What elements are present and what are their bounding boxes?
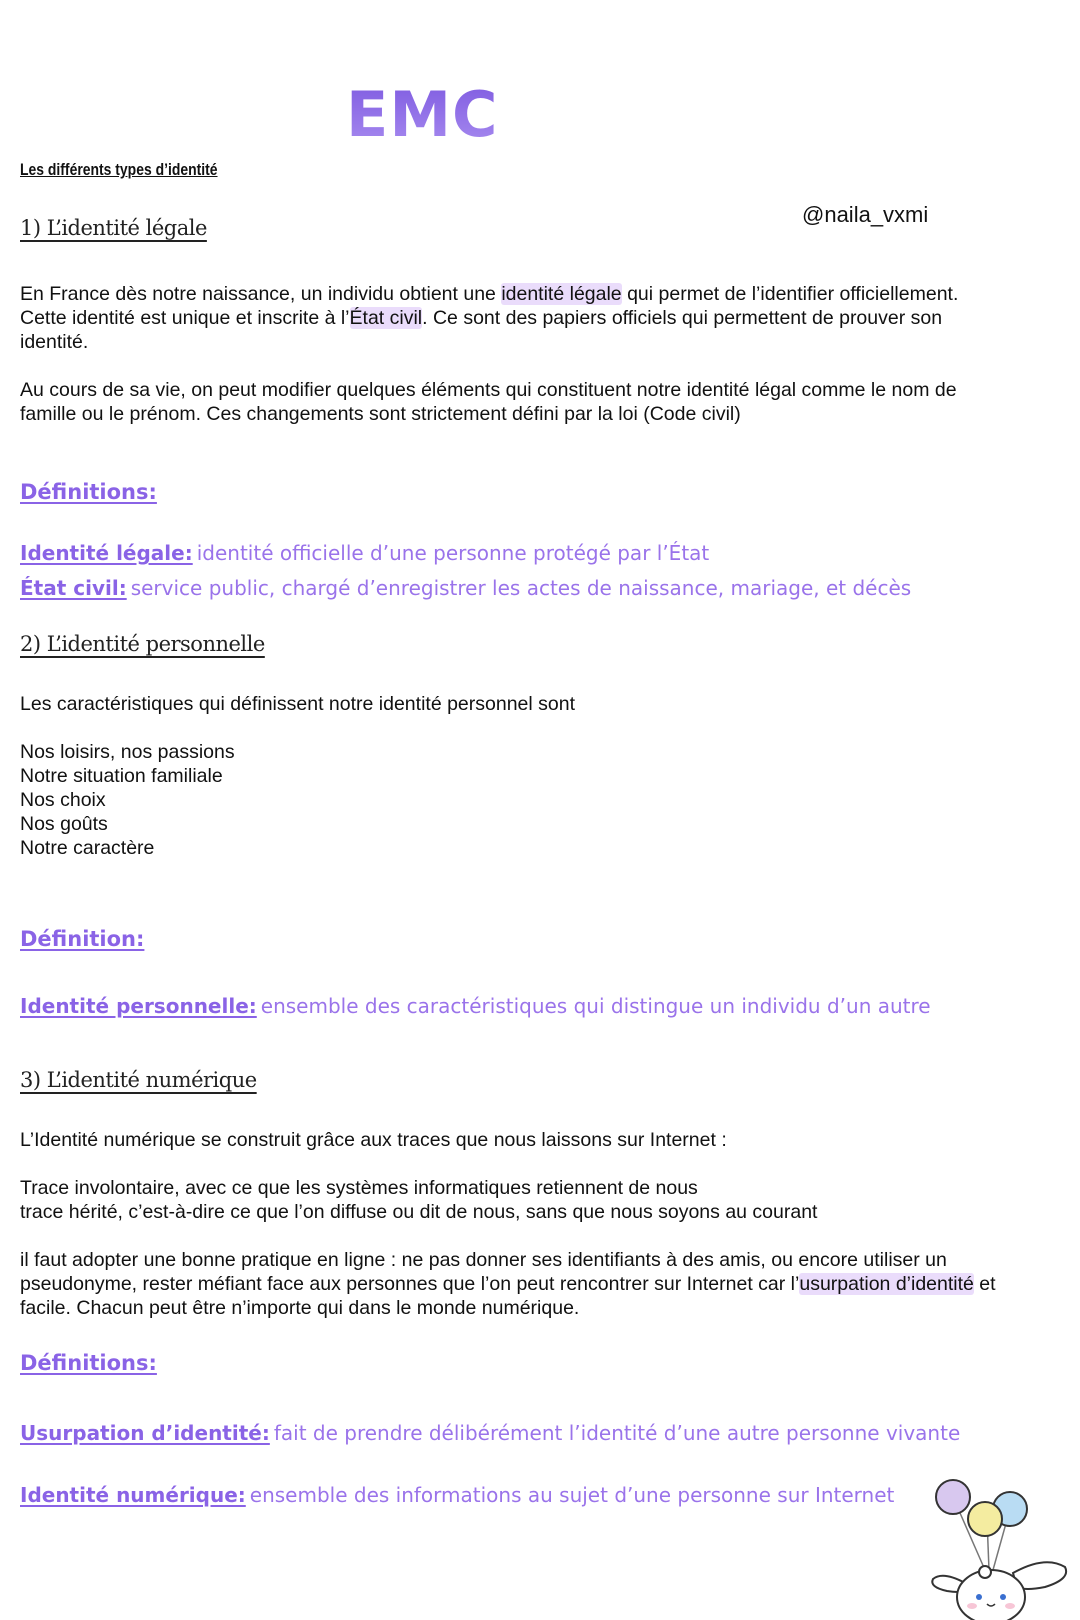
list-item: Nos loisirs, nos passions [20, 741, 235, 763]
paragraph-legal-intro: En France dès notre naissance, un individu obtient une identité légale qui permet de l’identifier officiellement. Cette identité est unique et inscrite à l’État civil. Ce sont des papiers officiels qui permettent de prouver son identité. [20, 283, 959, 353]
highlight-usurpation: usurpation d’identité [799, 1273, 974, 1295]
author-handle: @naila_vxmi [802, 202, 929, 227]
paragraph-digital-intro: L’Identité numérique se construit grâce aux traces que nous laissons sur Internet : [20, 1129, 727, 1151]
definition-identite-numerique [20, 1483, 894, 1507]
definition-identite-personnelle [20, 994, 931, 1018]
highlight-identite-legale: identité légale [501, 283, 622, 305]
definition-text: ensemble des caractéristiques qui distingue un individu d’un autre [260, 994, 931, 1018]
definition-term: Identité numérique: [20, 1483, 246, 1507]
highlight-etat-civil: État civil [349, 307, 423, 329]
definition-text: fait de prendre délibérément l’identité d’une autre personne vivante [273, 1421, 961, 1445]
paragraph-traces [20, 1176, 1010, 1224]
definitions-heading-2: Définition: [20, 927, 145, 951]
definitions-heading-3: Définitions: [20, 1351, 157, 1375]
personal-traits-list [20, 740, 235, 860]
definition-text: identité officielle d’une personne protégé par l’État [196, 541, 710, 565]
list-item: Notre caractère [20, 837, 155, 859]
definition-term: État civil: [20, 576, 127, 600]
definition-identite-legale [20, 541, 709, 565]
document-subtitle: Les différents types d’identité [20, 160, 218, 179]
paragraph-personal-intro: Les caractéristiques qui définissent notre identité personnel sont [20, 693, 575, 715]
definition-usurpation [20, 1421, 960, 1445]
section-heading-personal: 2) L’identité personnelle [20, 632, 265, 656]
list-item: Nos goûts [20, 813, 108, 835]
trace-herite: trace hérité, c’est-à-dire ce que l’on diffuse ou dit de nous, sans que nous soyons au courant [20, 1201, 818, 1223]
section-heading-digital: 3) L’identité numérique [20, 1068, 257, 1092]
definition-term: Usurpation d’identité: [20, 1421, 270, 1445]
definition-term: Identité personnelle: [20, 994, 257, 1018]
definition-term: Identité légale: [20, 541, 193, 565]
list-item: Notre situation familiale [20, 765, 223, 787]
paragraph-advice: il faut adopter une bonne pratique en ligne : ne pas donner ses identifiants à des amis, ou encore utiliser un pseudonyme, rester méfiant face aux personnes que l’on peut rencontrer sur Internet car l’usurpation d’identité et facile. Chacun peut être n’importe qui dans le monde numérique. [20, 1249, 996, 1319]
list-item: Nos choix [20, 789, 106, 811]
definition-text: service public, chargé d’enregistrer les actes de naissance, mariage, et décès [130, 576, 912, 600]
page-title: EMC [346, 78, 499, 151]
definition-text: ensemble des informations au sujet d’une personne sur Internet [249, 1483, 895, 1507]
section-heading-legal: 1) L’identité légale [20, 216, 207, 240]
definition-etat-civil [20, 576, 911, 600]
definitions-heading-1: Définitions: [20, 480, 157, 504]
paragraph-legal-changes: Au cours de sa vie, on peut modifier quelques éléments qui constituent notre identité légal comme le nom de famille ou le prénom. Ces changements sont strictement défini par la loi (Code civil) [20, 379, 957, 425]
trace-involontaire: Trace involontaire, avec ce que les systèmes informatiques retiennent de nous [20, 1177, 698, 1199]
balloon-bunny-icon [925, 1475, 1075, 1620]
